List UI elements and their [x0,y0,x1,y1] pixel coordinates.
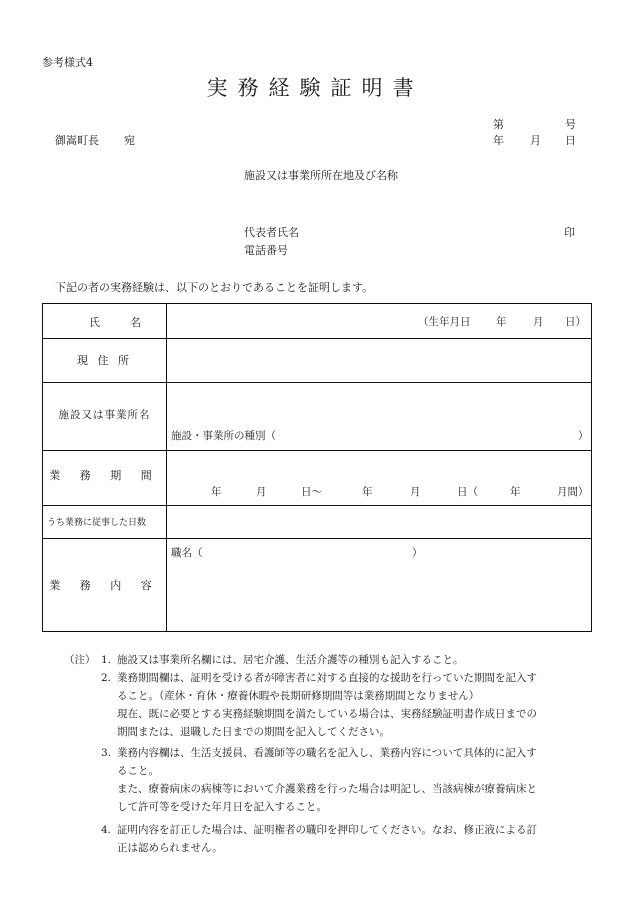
document-title: 実務経験証明書 [206,76,424,100]
facility-type-suffix: ） [578,430,589,442]
number-go: 号 [565,118,576,131]
note-1-num: 1. [101,654,112,666]
birth-prefix: （生年月日 [418,316,471,328]
name-label-a: 氏 [89,316,100,329]
row-divider [43,450,591,451]
period-total-month: 月間） [557,486,589,498]
seal-mark: 印 [564,226,575,239]
phone-label: 電話番号 [244,244,288,257]
note-3-line-1: 業務内容欄は、生活支援員、看護師等の職名を記入し、業務内容について具体的に記入す [117,747,537,759]
date-day: 日 [565,134,576,147]
name-label-b: 名 [130,316,141,329]
birth-day: 日） [565,316,586,328]
facility-name-label: 施設又は事業所名 [58,409,151,421]
address-label: 現 住 所 [77,354,132,367]
birth-month: 月 [533,316,544,328]
note-2-line-1: 業務期間欄は、証明を受ける者が障害者に対する直接的な援助を行っていた期間を記入す [117,672,537,684]
facility-type-prefix: 施設・事業所の種別（ [171,430,276,442]
note-2-line-3: 現在、既に必要とする実務経験期間を満たしている場合は、実務経験証明書作成日までの [117,708,537,720]
facility-address-label: 施設又は事業所所在地及び名称 [244,169,398,182]
duties-label: 業 務 内 容 [49,579,160,592]
note-3-line-4: して許可等を受けた年月日を記入すること。 [117,801,327,813]
days-label: うち業務に従事した日数 [47,518,147,528]
date-year: 年 [493,134,504,147]
date-month: 月 [530,134,541,147]
job-title-suffix: ） [412,547,423,559]
period-start-month: 月 [256,486,267,498]
note-2-line-2: ること。（産休・育休・療養休暇や長期研修期間等は業務期間となりません） [117,690,480,702]
certify-statement: 下記の者の実務経験は、以下のとおりであることを証明します。 [55,281,374,294]
addressee-ate: 宛 [124,134,135,147]
period-end-day: 日（ [457,486,478,498]
table-column-divider [166,304,167,631]
note-1-line-1: 施設又は事業所名欄には、居宅介護、生活介護等の種別も記入すること。 [117,654,464,666]
period-end-month: 月 [410,486,421,498]
row-divider [43,538,591,539]
note-3-line-2: ること。 [117,765,159,777]
experience-table [42,303,592,632]
period-label: 業 務 期 間 [49,469,160,482]
addressee-name: 御嵩町長 [55,134,99,147]
notes-heading: （注） [64,654,96,666]
job-title-prefix: 職名（ [171,547,203,559]
note-3-line-3: また、療養病床の病棟等において介護業務を行った場合は明記し、当該病棟が療養病床と [117,783,537,795]
note-3-num: 3. [101,747,112,759]
row-divider [43,382,591,383]
period-total-year: 年 [510,486,521,498]
period-start-day: 日～ [301,486,322,498]
number-dai: 第 [493,118,504,131]
note-2-line-4: 期間または、退職した日までの期間を記入してください。 [117,726,390,738]
form-label: 参考様式4 [42,56,93,69]
note-2-num: 2. [101,672,112,684]
note-4-line-1: 証明内容を訂正した場合は、証明権者の職印を押印してください。なお、修正液による訂 [117,824,537,836]
period-end-year: 年 [362,486,373,498]
note-4-line-2: 正は認められません。 [117,842,223,854]
row-divider [43,505,591,506]
period-start-year: 年 [211,486,222,498]
note-4-num: 4. [101,824,112,836]
row-divider [43,338,591,339]
birth-year: 年 [496,316,507,328]
representative-label: 代表者氏名 [244,226,299,239]
